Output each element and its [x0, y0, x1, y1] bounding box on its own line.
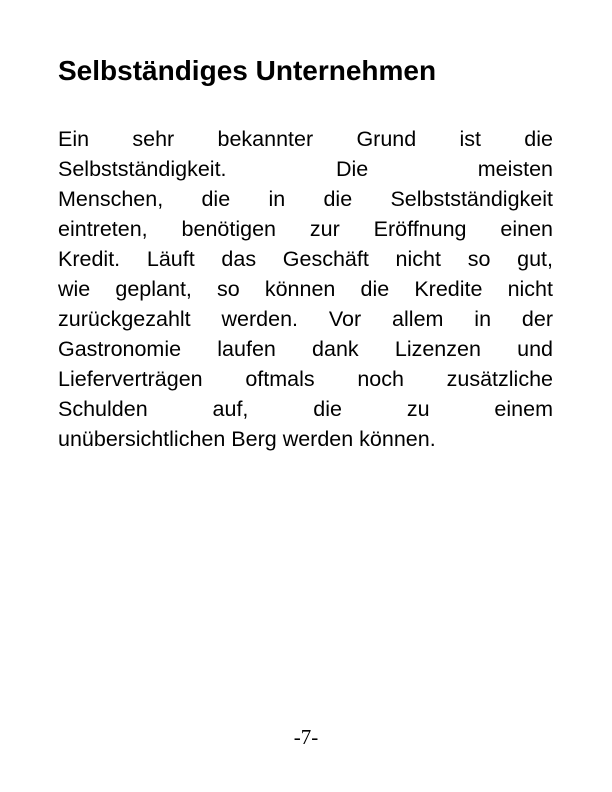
paragraph-line: Gastronomie laufen dank Lizenzen und [58, 337, 553, 361]
paragraph-line: unübersichtlichen Berg werden können. [58, 427, 436, 451]
body-paragraph [58, 124, 553, 454]
page-number: -7- [293, 725, 319, 749]
paragraph-line: Selbstständigkeit. Die meisten [58, 157, 553, 181]
paragraph-line: Kredit. Läuft das Geschäft nicht so gut, [58, 247, 553, 271]
paragraph-line: Menschen, die in die Selbstständigkeit [58, 187, 553, 211]
paragraph-line: zurückgezahlt werden. Vor allem in der [58, 307, 553, 331]
paragraph-line: wie geplant, so können die Kredite nicht [58, 277, 553, 301]
paragraph-line: Ein sehr bekannter Grund ist die [58, 127, 553, 151]
paragraph-line: Schulden auf, die zu einem [58, 397, 553, 421]
paragraph-line: Lieferverträgen oftmals noch zusätzliche [58, 367, 553, 391]
page-heading: Selbständiges Unternehmen [58, 55, 437, 86]
paragraph-line: eintreten, benötigen zur Eröffnung einen [58, 217, 553, 241]
